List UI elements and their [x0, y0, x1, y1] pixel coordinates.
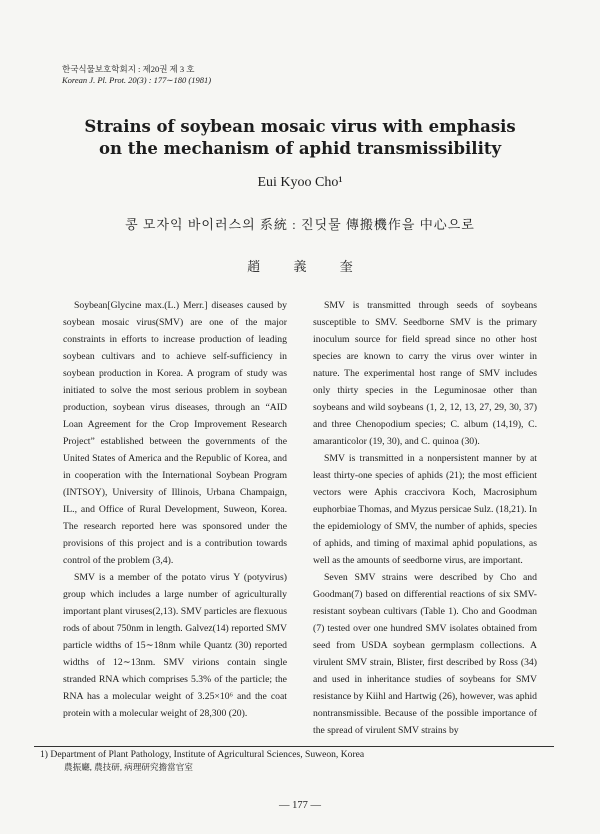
footnote-divider	[34, 746, 554, 747]
korean-author-name: 趙 義 奎	[247, 259, 353, 274]
footnote-affiliation: 1) Department of Plant Pathology, Institute of Agricultural Sciences, Suweon, Korea	[40, 749, 365, 760]
page-number: — 177 —	[279, 800, 321, 811]
article-title	[40, 116, 560, 160]
author-name: Eui Kyoo Cho¹	[257, 175, 343, 190]
article-title-line-2: on the mechanism of aphid transmissibility	[98, 139, 502, 158]
footnote-affiliation-korean: 農振廳, 農技研, 病理研究擔當官室	[64, 762, 193, 772]
right-column	[313, 297, 537, 739]
left-column	[63, 297, 287, 722]
footnote	[40, 748, 364, 774]
korean-title: 콩 모자익 바이러스의 系統 : 진딧물 傳搬機作을 中心으로	[125, 217, 475, 232]
journal-citation	[62, 64, 211, 86]
paragraph: SMV is transmitted in a nonpersistent manner by at least thirty-one species of aphids (21); the most efficient vectors were Aphis craccivora Koch, Macrosiphum euphorbiae Thomas, and Myzus persicae Sulz. (18,21). In the epidemiology of SMV, the number of aphids, species of aphids, and timing of maximal aphid populations, as well as the amounts of seedborne virus, are important.	[313, 453, 537, 566]
journal-citation-korean: 한국식물보호학회지 : 제20권 제 3 호	[62, 64, 195, 74]
paragraph: SMV is transmitted through seeds of soybeans susceptible to SMV. Seedborne SMV is the primary inoculum source for field spread since no other host species are known to carry the virus over winter in nature. The experimental host range of SMV includes only thirty species in the Leguminosae other than soybeans and wild soybeans (1, 2, 12, 13, 27, 29, 30, 37) and three Chenopodium species; C. album (14,19), C. amaranticolor (19, 30), and C. quinoa (30).	[313, 300, 537, 447]
paragraph: SMV is a member of the potato virus Y (potyvirus) group which includes a large number of agriculturally important plant viruses(2,13). SMV particles are flexuous rods of about 750nm in length. Galvez(14) reported SMV particle widths of 15∼18nm while Quantz (30) reported widths of 12∼13nm. SMV virions contain single stranded RNA which comprises 5.3% of the particle; the RNA has a molecular weight of 3.25×10⁶ and the coat protein with a molecular weight of 28,300 (20).	[63, 572, 287, 719]
paragraph: Seven SMV strains were described by Cho and Goodman(7) based on differential reactions of six SMV-resistant soybean cultivars (Table 1). Cho and Goodman (7) tested over one hundred SMV isolates obtained from seed from USDA soybean germplasm collections. A virulent SMV strain, Blister, first described by Ross (34) and used in inheritance studies of soybeans for SMV resistance by Kiihl and Hartwig (26), however, was aphid nontransmissible. Because of the possible importance of the spread of virulent SMV strains by	[313, 572, 537, 736]
paragraph: Soybean[Glycine max.(L.) Merr.] diseases caused by soybean mosaic virus(SMV) are one of the major constraints in efforts to increase production of leading soybean cultivars and to achieve self-sufficiency in soybean production in Korea. A program of study was initiated to solve the most serious problem in soybean production, soybean virus diseases, through an “AID Loan Agreement for the Crop Improvement Research Project” established between the governments of the United States of America and the Republic of Korea, and in cooperation with the International Soybean Program (INTSOY), University of Illinois, Urbana Champaign, IL., and Office of Rural Development, Suweon, Korea. The research reported here was sponsored under the provisions of this project and is a contribution towards control of the problem (3,4).	[63, 300, 287, 566]
journal-citation-english: Korean J. Pl. Prot. 20(3) : 177∼180 (1981)	[62, 75, 212, 85]
article-title-line-1: Strains of soybean mosaic virus with emphasis	[84, 117, 516, 136]
